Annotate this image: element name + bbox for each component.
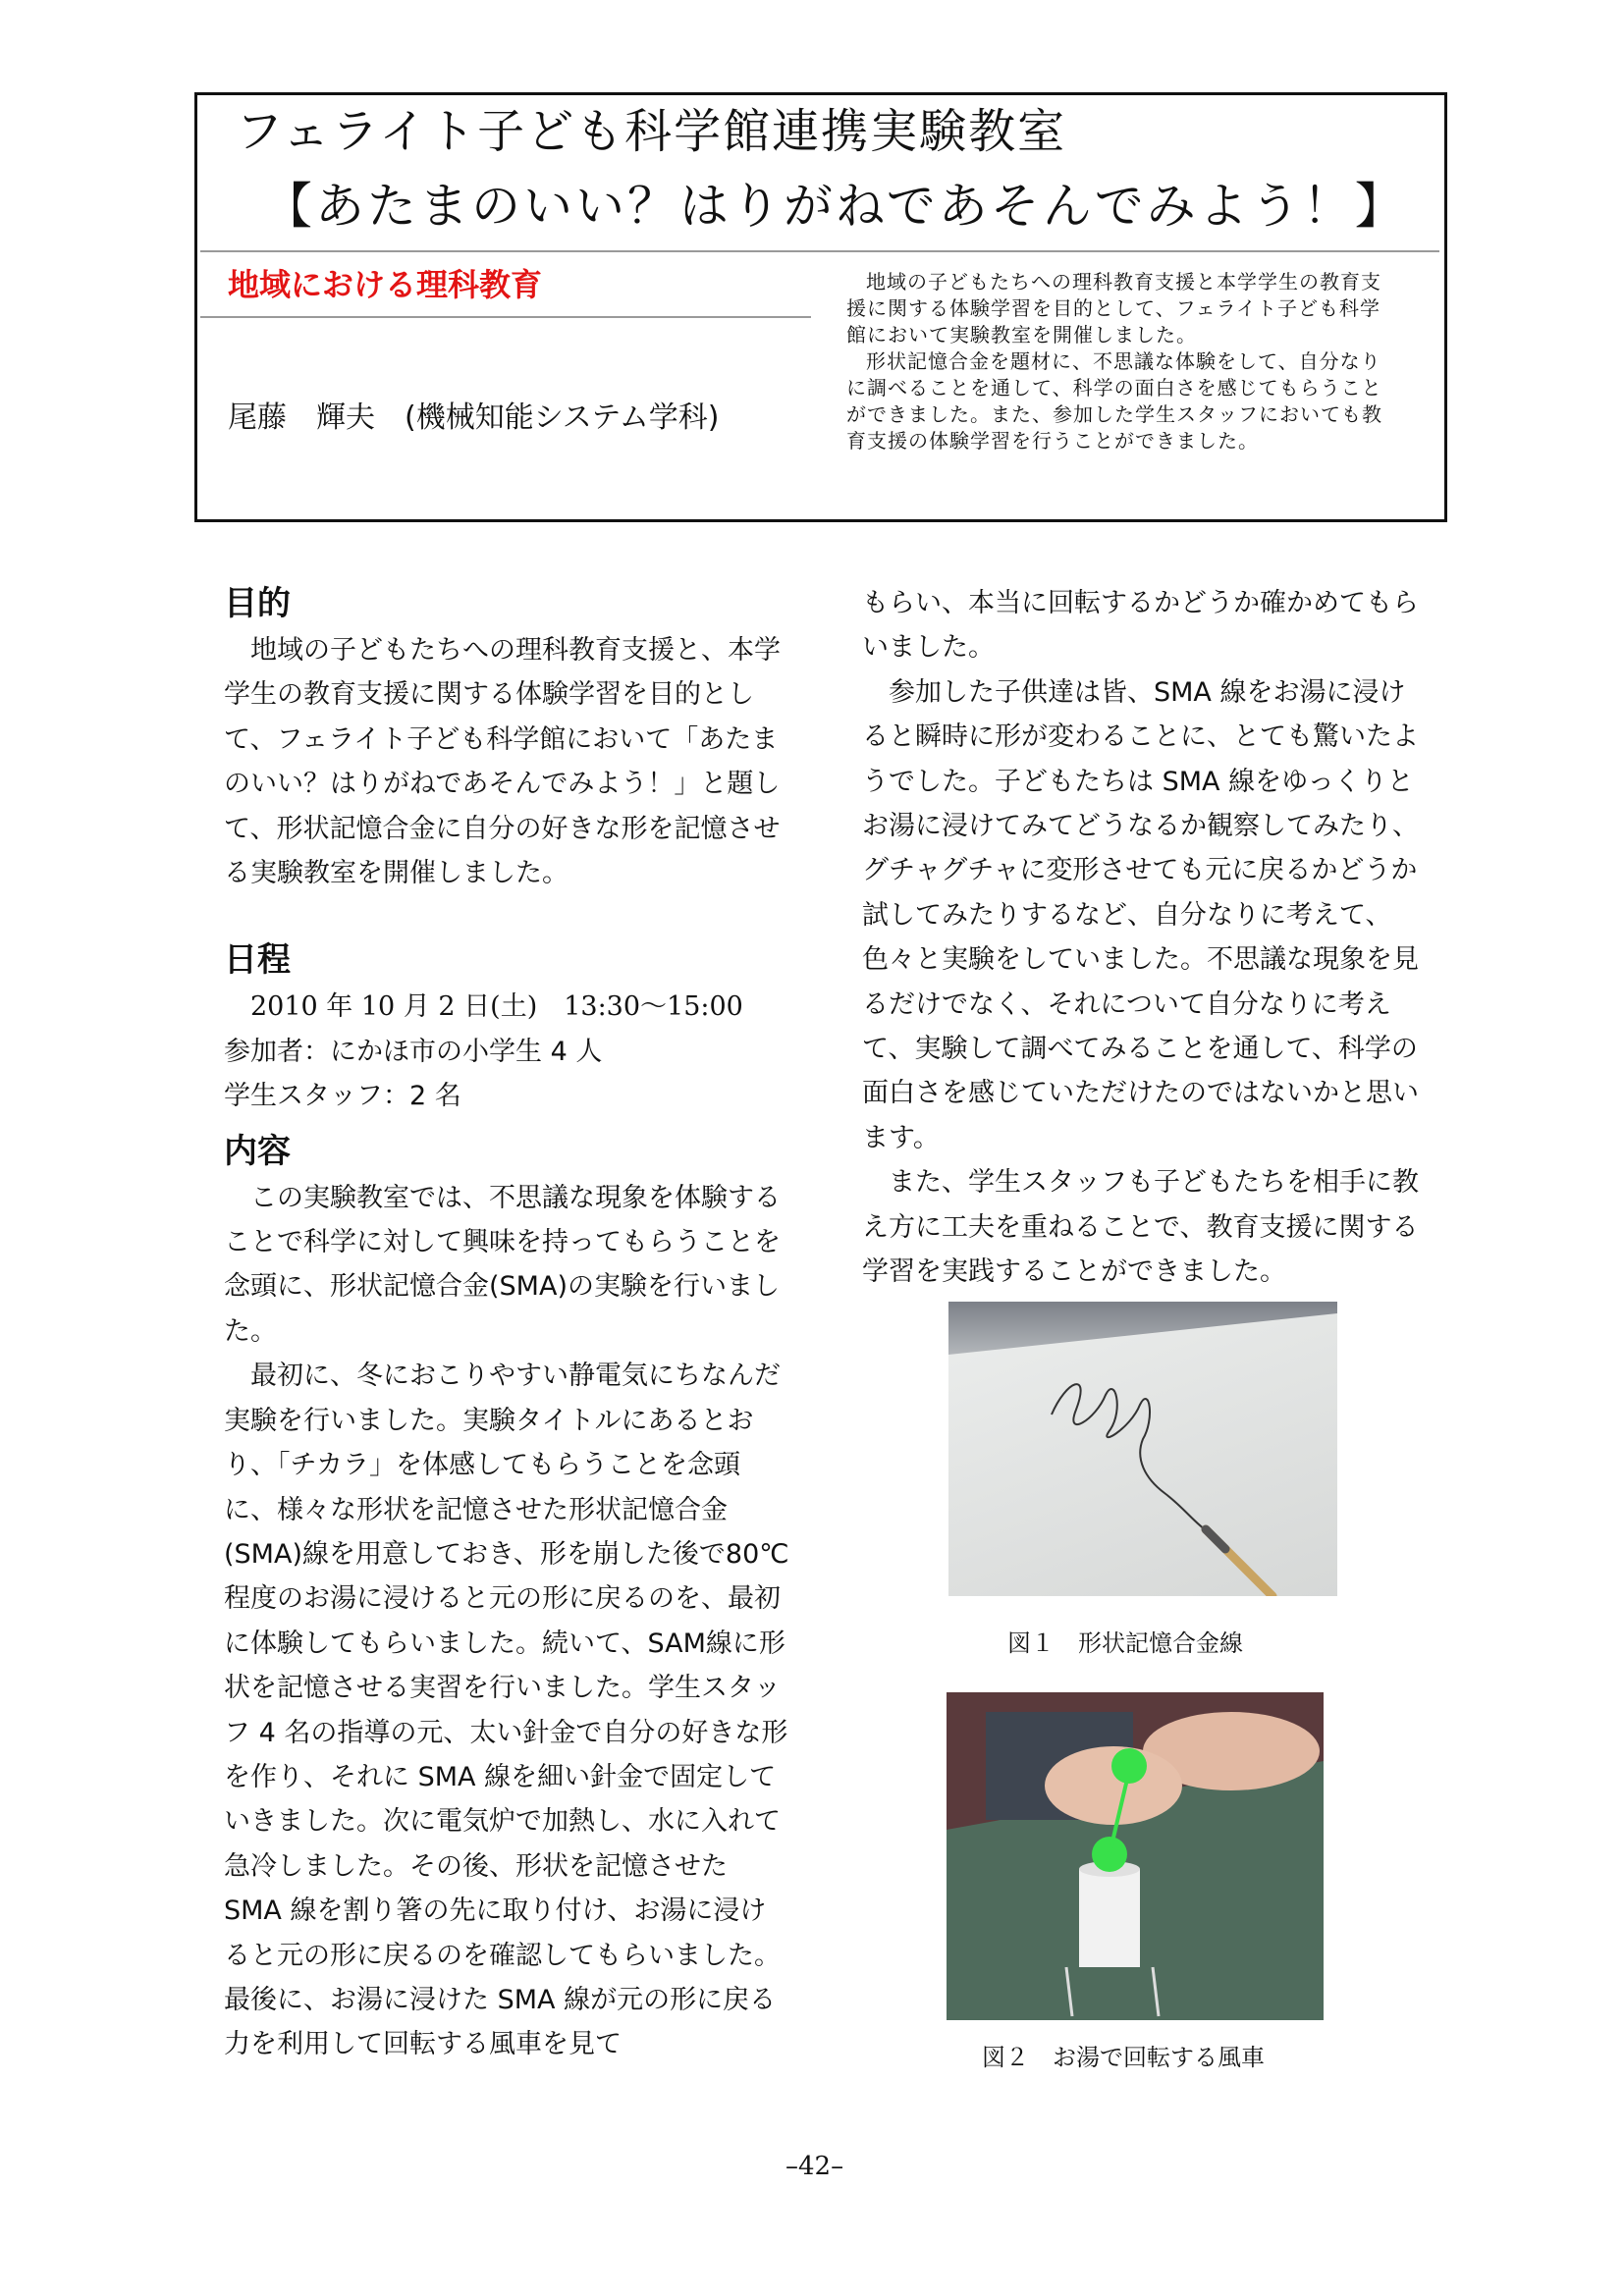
content-paragraph: 参加した子供達は皆、SMA 線をお湯に浸けると瞬時に形が変わることに、とても驚いたようでした。子どもたちは SMA 線をゆっくりとお湯に浸けてみてどうなるか観察してみたり、グチャグチャに変形させても元に戻るかどうか試してみたりするなど、自分なりに考えて、色々と実験をしていました。不思議な現象を見るだけでなく、それについて自分なりに考えて、実験して調べてみることを通して、科学の面白さを感じていただけたのではないかと思います。 <box>862 676 1419 1153</box>
page-title-sub: 【あたまのいい？はりがねであそんでみよう！】 <box>263 178 1407 235</box>
content-paragraph: また、学生スタッフも子どもたちを相手に教え方に工夫を重ねることで、教育支援に関する学習を実践することができました。 <box>862 1167 1419 1288</box>
section-heading-schedule: 日程 <box>224 940 291 981</box>
category-divider <box>200 316 811 318</box>
page-number: –42– <box>785 2152 844 2181</box>
page-title: フェライト子ども科学館連携実験教室 <box>236 104 1067 159</box>
abstract-paragraph: 形状記憶合金を題材に、不思議な体験をして、自分なりに調べることを通して、科学の面白さを感じてもらうことができました。また、参加した学生スタッフにおいても教育支援の体験学習を行うことができました。 <box>846 349 1382 453</box>
content-paragraph: 最初に、冬におこりやすい静電気にちなんだ実験を行いました。実験タイトルにあるとおり、「チカラ」を体感してもらうことを念頭に、様々な形状を記憶させた形状記憶合金(SMA)線を用意しておき、形を崩した後で80℃程度のお湯に浸けると元の形に戻るのを、最初に体験してもらいました。続いて、SAM線に形状を記憶させる実習を行いました。学生スタッフ 4 名の指導の元、太い針金で自分の好きな形を作り、それに SMA 線を細い針金で固定していきました。次に電気炉で加熱し、水に入れて急冷しました。その後、形状を記憶させた SMA 線を割り箸の先に取り付け、お湯に浸けると元の形に戻るのを確認してもらいました。最後に、お湯に浸けた SMA 線が元の形に戻る力を利用して回転する風車を見て <box>224 1361 789 2060</box>
windmill-illustration <box>947 1692 1324 2020</box>
abstract-paragraph: 地域の子どもたちへの理科教育支援と本学学生の教育支援に関する体験学習を目的として、フェライト子ども科学館において実験教室を開催しました。 <box>846 270 1381 347</box>
author-line: 尾藤 輝夫 (機械知能システム学科) <box>228 400 720 435</box>
sma-wire-illustration <box>948 1302 1337 1596</box>
section-heading-purpose: 目的 <box>224 584 291 623</box>
schedule-staff: 学生スタッフ：2 名 <box>224 1081 461 1112</box>
content-paragraph: この実験教室では、不思議な現象を体験することで科学に対して興味を持ってもらうことを念頭に、形状記憶合金(SMA)の実験を行いました。 <box>224 1182 781 1347</box>
right-column <box>862 581 1432 1295</box>
category-label: 地域における理科教育 <box>228 266 543 303</box>
purpose-body: 地域の子どもたちへの理科教育支援と、本学学生の教育支援に関する体験学習を目的として、フェライト子ども科学館において「あたまのいい？はりがねであそんでみよう！」と題して、形状記憶合金に自分の好きな形を記憶させる実験教室を開催しました。 <box>224 635 781 889</box>
schedule-participants: 参加者：にかほ市の小学生 4 人 <box>224 1036 603 1067</box>
figure-caption-1: 図１ 形状記憶合金線 <box>1007 1629 1243 1657</box>
left-column <box>224 579 791 2067</box>
figure-caption-2: 図２ お湯で回転する風車 <box>982 2044 1265 2071</box>
abstract <box>846 269 1396 454</box>
content-continued: もらい、本当に回転するかどうか確かめてもらいました。 <box>862 588 1419 664</box>
title-divider <box>200 250 1439 252</box>
schedule-date: 2010 年 10 月 2 日(土) 13:30〜15:00 <box>250 991 743 1023</box>
section-heading-content: 内容 <box>224 1131 291 1171</box>
figure-windmill-photo <box>947 1692 1324 2020</box>
figure-sma-wire-photo <box>948 1302 1337 1596</box>
